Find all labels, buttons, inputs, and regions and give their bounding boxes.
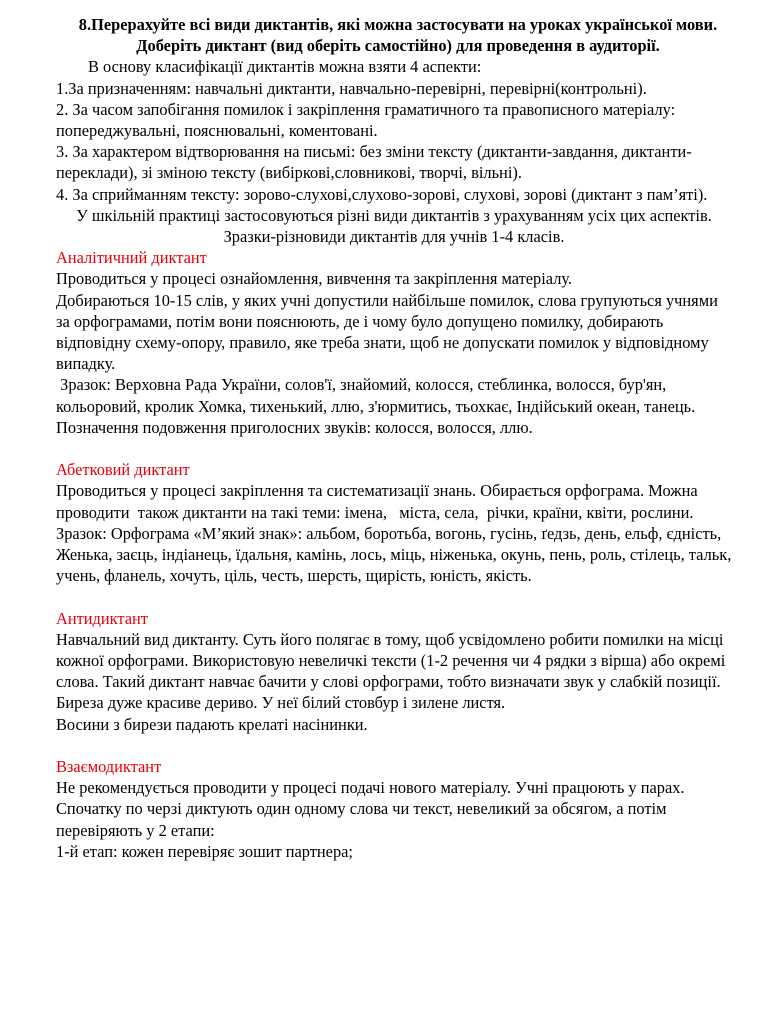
aspect-2: 2. За часом запобігання помилок і закріплення граматичного та правописного матеріалу: попереджувальні, пояснювальні, коментовані. — [56, 99, 676, 141]
samples-heading: Зразки-різновиди диктантів для учнів 1-4 класів. — [223, 227, 565, 247]
practice-note: У шкільній практиці застосовуються різні види диктантів з урахуванням усіх цих аспектів. — [76, 205, 712, 225]
aspect-4: 4. За сприйманням тексту: зорово-слухові,слухово-зорові, слухові, зорові (диктант з пам’яті). — [56, 184, 708, 204]
section-heading-antidictation: Антидиктант — [56, 608, 148, 628]
alphabet-paragraph: Проводиться у процесі закріплення та систематизації знань. Обирається орфограма. Можна проводити також диктанти на такі теми: імена, міста, села, річки, країни, квіти, рослини. — [56, 481, 702, 522]
spacer — [56, 735, 732, 756]
aspect-3: 3. За характером відтворювання на письмі: без зміни тексту (диктанти-завдання, диктанти-переклади), зі зміною тексту (вибіркові,словникові, творчі, вільні). — [56, 142, 692, 183]
section-heading-alphabet: Абетковий диктант — [56, 460, 190, 480]
alphabet-sample: Зразок: Орфограма «М’який знак»: альбом, боротьба, вогонь, гусінь, ґедзь, день, ельф, єдність, Женька, заєць, індіанець, їдальня, камінь, лось, міць, ніженька, окунь, пень, роль, стілець, тальк, учень, фланель, хочуть, ціль, честь, шерсть, щирість, юність, якість. — [56, 523, 732, 586]
antidictation-example: Биреза дуже красиве дериво. У неї білий стовбур і зилене листя. — [56, 693, 506, 713]
antidictation-example: Восини з бирези падають крелаті насінинки. — [56, 714, 368, 734]
question-title: 8.Перерахуйте всі види диктантів, які можна застосувати на уроках української мови. Доберіть диктант (вид оберіть самостійно) для проведення в аудиторії. — [78, 15, 718, 56]
aspect-1: 1.За призначенням: навчальні диктанти, навчально-перевірні, перевірні(контрольні). — [56, 78, 647, 98]
spacer — [56, 438, 732, 459]
mutual-paragraph: Не рекомендується проводити у процесі подачі нового матеріалу. Учні працюють у парах. Спочатку по черзі диктують один одному слова чи текст, невеликий за обсягом, а потім перевіряють у 2 етапи: — [56, 778, 685, 840]
section-heading-mutual: Взаємодиктант — [56, 757, 162, 777]
mutual-step: 1-й етап: кожен перевіряє зошит партнера; — [56, 841, 353, 861]
antidictation-paragraph: Навчальний вид диктанту. Суть його полягає в тому, щоб усвідомлено робити помилки на місці кожної орфограми. Використовую невеличкі тексти (1-2 речення чи 4 рядки з вірша) або окремі слова. Такий диктант навчає бачити у слові орфограми, тобто визначати звук у слабкій позиції. — [56, 629, 726, 692]
section-heading-analytical: Аналітичний диктант — [56, 248, 207, 268]
intro-text: В основу класифікації диктантів можна взяти 4 аспекти: — [88, 57, 482, 77]
analytical-paragraph: Добираються 10-15 слів, у яких учні допустили найбільше помилок, слова групуються учнями за орфограмами, потім вони пояснюють, де і чому було допущено помилку, добирають відповідну схему-опору, правило, яке треба знати, щоб не допускати помилок у відповідному випадку. — [56, 290, 718, 374]
analytical-paragraph: Проводиться у процесі ознайомлення, вивчення та закріплення матеріалу. — [56, 269, 573, 289]
spacer — [56, 586, 732, 607]
analytical-sample: Зразок: Верховна Рада України, солов'ї, знайомий, колосся, стеблинка, волосся, бур'ян, кольоровий, кролик Хомка, тихенький, ллю, з'юрмитись, тьохкає, Індійський океан, танець. — [56, 375, 696, 416]
analytical-paragraph: Позначення подовження приголосних звуків: колосся, волосся, ллю. — [56, 417, 533, 437]
